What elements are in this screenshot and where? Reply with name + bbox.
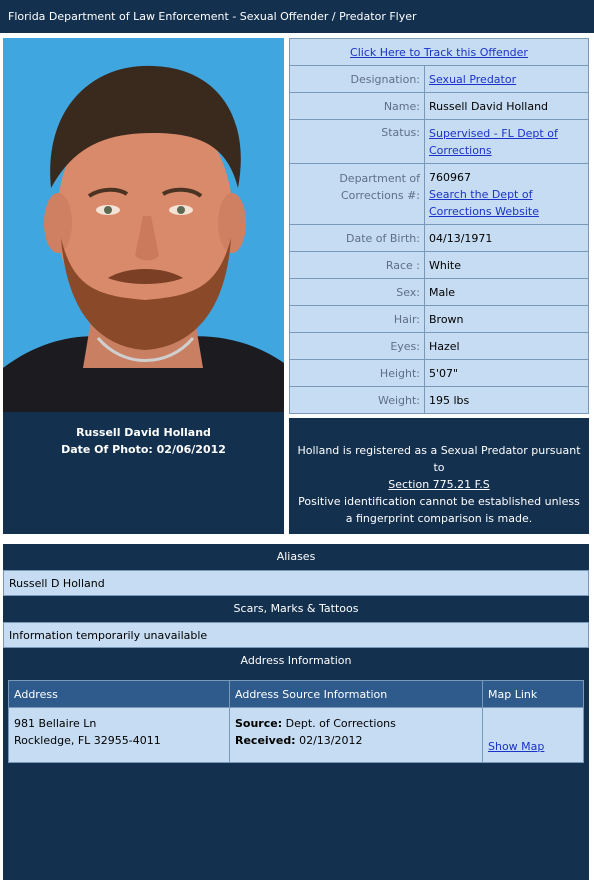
offender-details-table	[289, 38, 589, 414]
weight-label: Weight:	[290, 387, 425, 414]
photo-name: Russell David Holland	[76, 426, 211, 439]
sex-label: Sex:	[290, 279, 425, 306]
sex-row	[290, 279, 589, 306]
address-city: Rockledge, FL 32955-4011	[14, 734, 161, 747]
show-map-link[interactable]: Show Map	[488, 740, 545, 753]
status-link-2[interactable]: Corrections	[429, 143, 492, 157]
designation-row	[290, 66, 589, 93]
status-label: Status:	[290, 120, 425, 164]
doc-search-link-2[interactable]: Corrections Website	[429, 204, 539, 218]
doc-row	[290, 164, 589, 225]
hair-row	[290, 306, 589, 333]
weight-value: 195 lbs	[425, 387, 589, 414]
dob-label: Date of Birth:	[290, 225, 425, 252]
received-value: 02/13/2012	[299, 734, 363, 747]
designation-label: Designation:	[290, 66, 425, 93]
sex-value: Male	[425, 279, 589, 306]
dob-row	[290, 225, 589, 252]
col-source: Address Source Information	[230, 681, 483, 708]
aliases-value: Russell D Holland	[3, 570, 589, 596]
hair-value: Brown	[425, 306, 589, 333]
statute-link[interactable]: Section 775.21 F.S	[388, 478, 490, 491]
eyes-value: Hazel	[425, 333, 589, 360]
address-header-row	[9, 681, 584, 708]
photo-date: Date Of Photo: 02/06/2012	[61, 443, 226, 456]
name-row	[290, 93, 589, 120]
photo-panel	[3, 38, 284, 534]
hair-label: Hair:	[290, 306, 425, 333]
smt-value: Information temporarily unavailable	[3, 622, 589, 648]
name-value: Russell David Holland	[425, 93, 589, 120]
track-offender-link[interactable]: Click Here to Track this Offender	[350, 45, 528, 59]
address-heading: Address Information	[3, 648, 589, 674]
source-label: Source:	[235, 717, 283, 730]
track-row	[290, 39, 589, 66]
address-panel	[3, 674, 589, 880]
race-label: Race :	[290, 252, 425, 279]
smt-heading: Scars, Marks & Tattoos	[3, 596, 589, 622]
name-label: Name:	[290, 93, 425, 120]
height-label: Height:	[290, 360, 425, 387]
status-link-1[interactable]: Supervised - FL Dept of	[429, 126, 558, 140]
notice-line-2: Positive identification cannot be established unless a fingerprint comparison is made.	[298, 495, 580, 525]
lower-sections	[3, 544, 589, 880]
page-title: Florida Department of Law Enforcement - Sexual Offender / Predator Flyer	[0, 0, 594, 33]
doc-search-link-1[interactable]: Search the Dept of	[429, 187, 533, 201]
weight-row	[290, 387, 589, 414]
race-value: White	[425, 252, 589, 279]
photo-caption	[3, 424, 284, 458]
notice-line-1: Holland is registered as a Sexual Predator pursuant to	[297, 444, 581, 474]
offender-photo	[3, 38, 284, 412]
eyes-label: Eyes:	[290, 333, 425, 360]
doc-label-2: Corrections #:	[340, 189, 420, 202]
address-street: 981 Bellaire Ln	[14, 717, 97, 730]
dob-value: 04/13/1971	[425, 225, 589, 252]
eyes-row	[290, 333, 589, 360]
address-table	[8, 680, 584, 763]
address-row	[9, 708, 584, 763]
designation-link[interactable]: Sexual Predator	[429, 72, 517, 86]
doc-number: 760967	[429, 170, 471, 184]
status-row	[290, 120, 589, 164]
col-map: Map Link	[483, 681, 584, 708]
portrait-illustration	[3, 38, 284, 412]
aliases-heading: Aliases	[3, 544, 589, 570]
height-row	[290, 360, 589, 387]
received-label: Received:	[235, 734, 296, 747]
registration-notice	[289, 418, 589, 534]
race-row	[290, 252, 589, 279]
source-value: Dept. of Corrections	[285, 717, 396, 730]
doc-label-1: Department of	[339, 172, 420, 185]
height-value: 5'07"	[425, 360, 589, 387]
col-address: Address	[9, 681, 230, 708]
